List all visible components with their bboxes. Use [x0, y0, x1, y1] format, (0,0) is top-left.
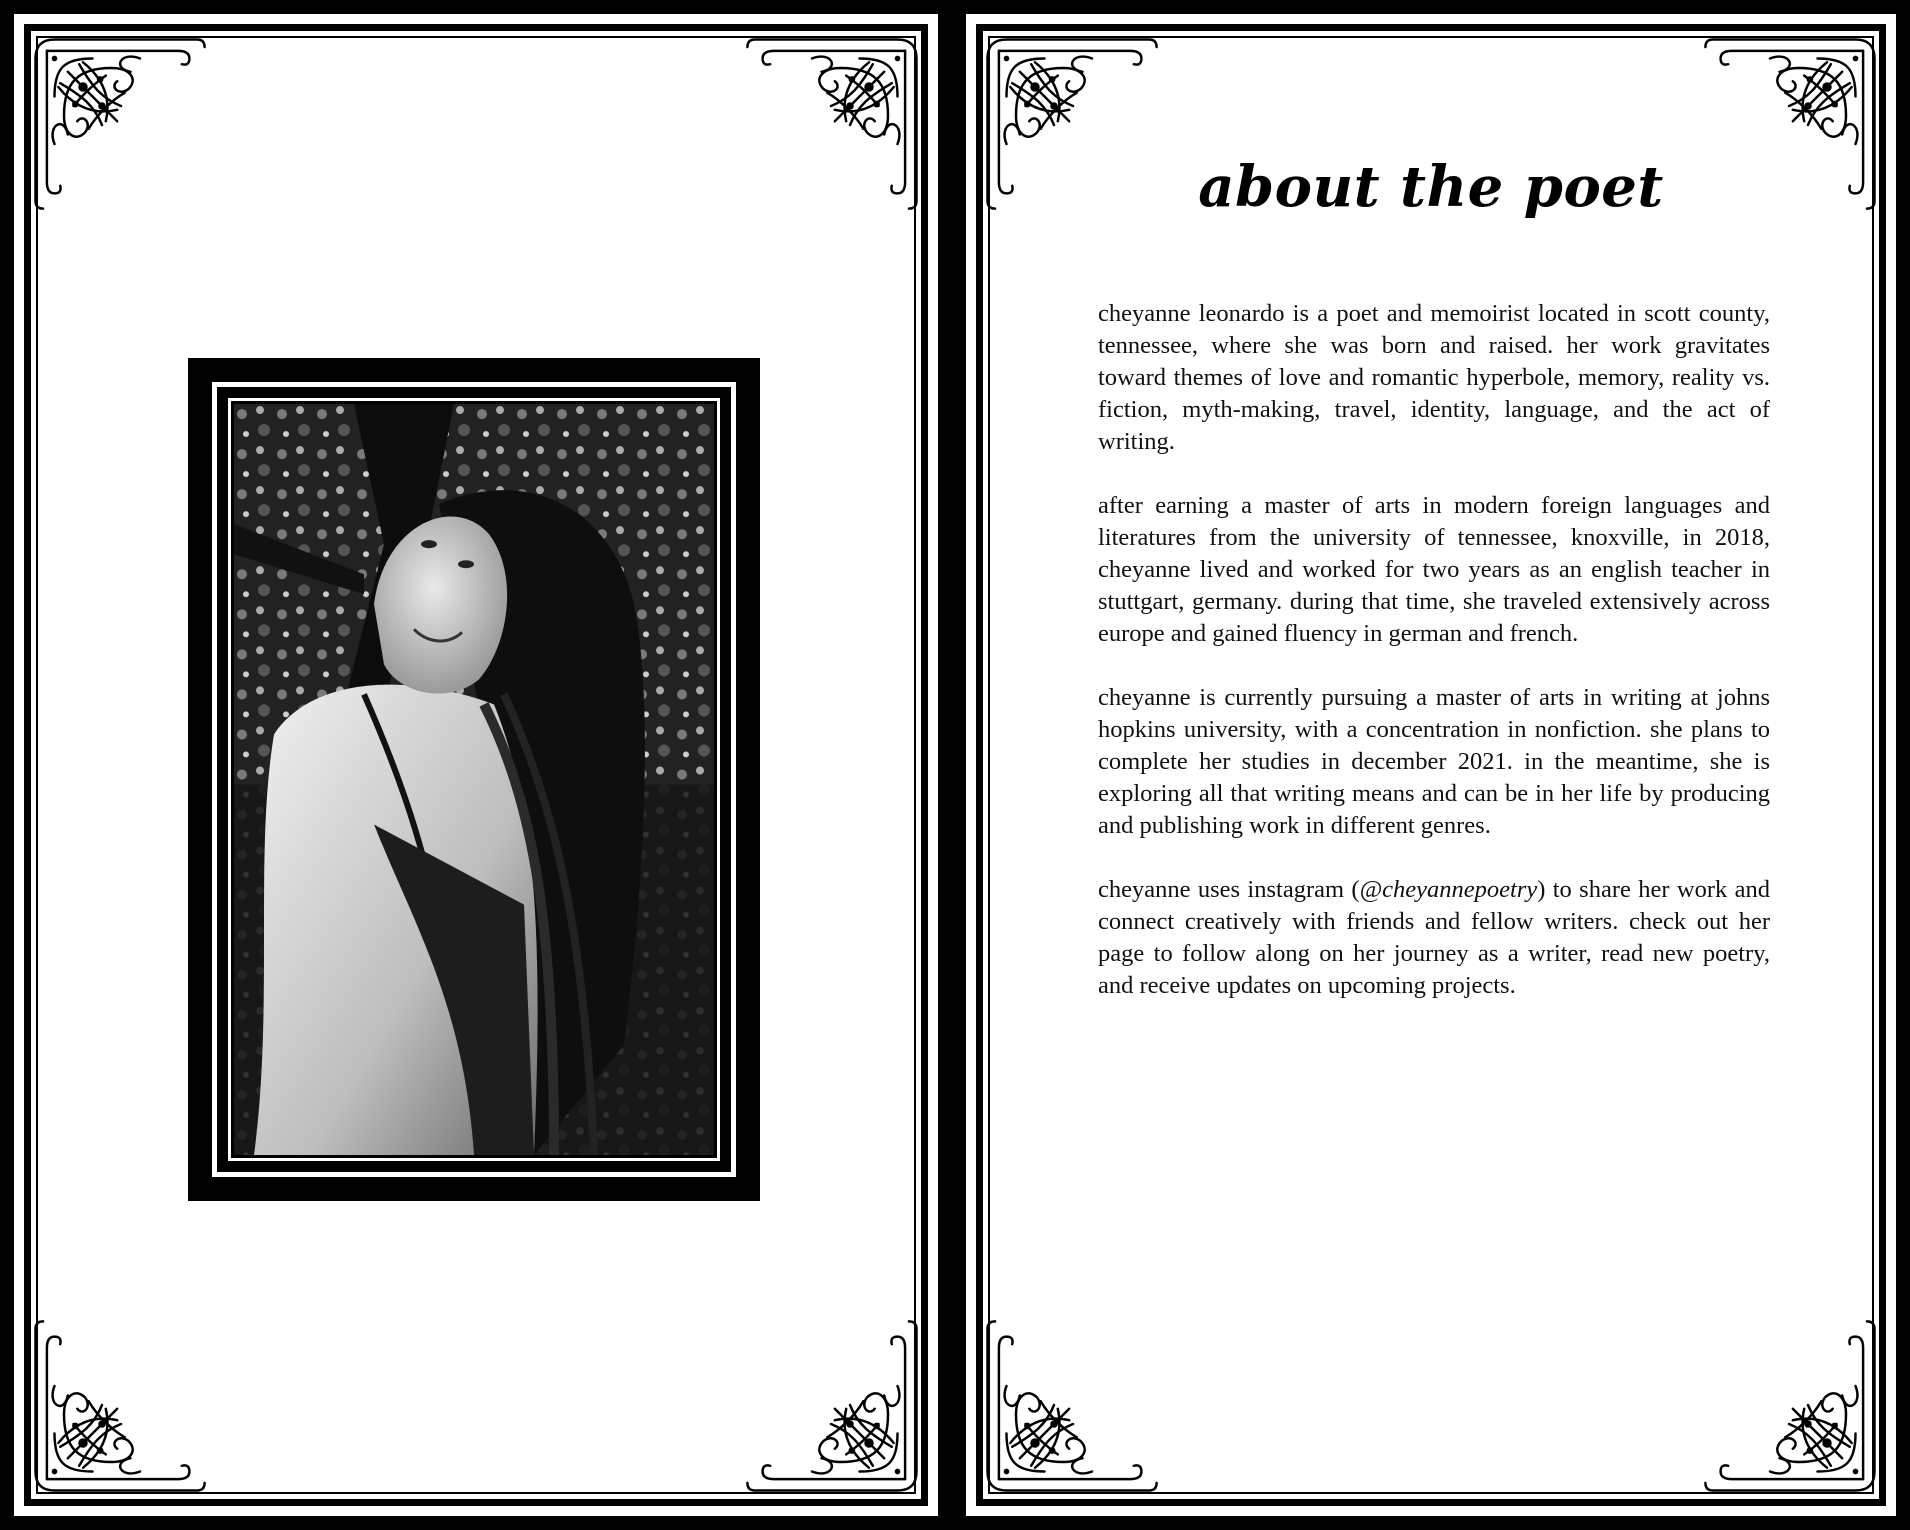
left-page	[14, 14, 938, 1516]
bio-text-segment: cheyanne uses instagram (	[1098, 876, 1360, 903]
corner-ornament-icon	[978, 1310, 1168, 1500]
corner-ornament-icon	[26, 30, 216, 220]
corner-ornament-icon	[1694, 1310, 1884, 1500]
photo-frame	[188, 358, 760, 1201]
bio-text	[1098, 298, 1770, 1034]
bio-paragraph: cheyanne is currently pursuing a master of arts in writing at johns hopkins university, with a concentration in nonfiction. she plans to complete her studies in december 2021. in the meantime, she is exploring all that writing means and can be in her life by producing and publishing work in different genres.	[1098, 684, 1770, 839]
author-photo	[234, 404, 714, 1155]
bio-text-segment: ) to share her work and connect creatively with friends and fellow writers. check out her page to follow along on her journey as a writer, read new poetry, and receive updates on upcoming projects.	[1098, 876, 1771, 999]
corner-ornament-icon	[736, 1310, 926, 1500]
corner-ornament-icon	[736, 30, 926, 220]
bio-paragraph	[1098, 874, 1770, 1002]
page-title: about the poet	[1198, 154, 1664, 220]
bio-paragraph: cheyanne leonardo is a poet and memoirist located in scott county, tennessee, where she was born and raised. her work gravitates toward themes of love and romantic hyperbole, memory, reality vs. fiction, myth-making, travel, identity, language, and the act of writing.	[1098, 300, 1770, 455]
right-page	[966, 14, 1896, 1516]
bio-paragraph: after earning a master of arts in modern foreign languages and literatures from the university of tennessee, knoxville, in 2018, cheyanne lived and worked for two years as an english teacher in stuttgart, germany. during that time, she traveled extensively across europe and gained fluency in german and french.	[1098, 492, 1770, 647]
instagram-handle: @cheyannepoetry	[1359, 876, 1538, 903]
corner-ornament-icon	[26, 1310, 216, 1500]
